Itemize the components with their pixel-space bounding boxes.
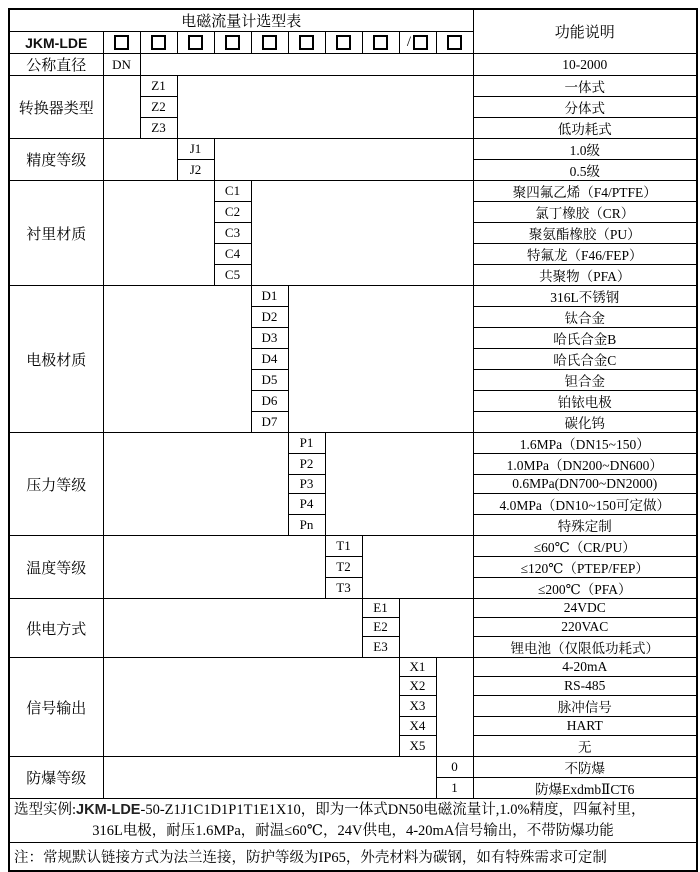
option-code: E3 bbox=[362, 637, 399, 658]
model-code-checkbox-cell[interactable] bbox=[288, 32, 325, 54]
option-code: Z1 bbox=[140, 76, 177, 97]
option-description: 共聚物（PFA） bbox=[473, 265, 697, 286]
example-line2: 316L电极，耐压1.6MPa，耐温≤60℃，24V供电，4-20mA信号输出，不带防爆功能 bbox=[92, 822, 614, 839]
option-code: C4 bbox=[214, 244, 251, 265]
option-code: P4 bbox=[288, 494, 325, 515]
spacer-cell bbox=[140, 54, 473, 76]
category-label: 供电方式 bbox=[9, 599, 103, 658]
spacer-cell bbox=[103, 139, 177, 181]
option-code: 1 bbox=[436, 778, 473, 799]
spacer-cell bbox=[214, 139, 473, 181]
option-code: T3 bbox=[325, 578, 362, 599]
option-description: 低功耗式 bbox=[473, 118, 697, 139]
option-description: ≤60℃（CR/PU） bbox=[473, 536, 697, 557]
option-description: 碳化钨 bbox=[473, 412, 697, 433]
checkbox-icon[interactable] bbox=[262, 35, 277, 50]
option-description: 316L不锈钢 bbox=[473, 286, 697, 307]
option-code: Z2 bbox=[140, 97, 177, 118]
option-description: 4.0MPa（DN10~150可定做） bbox=[473, 494, 697, 515]
option-code: Pn bbox=[288, 515, 325, 536]
example-line1 bbox=[10, 800, 696, 821]
example-label: 选型实例: bbox=[14, 801, 77, 818]
model-code-checkbox-cell[interactable] bbox=[399, 32, 436, 54]
option-description: 24VDC bbox=[473, 599, 697, 618]
option-code: D2 bbox=[251, 307, 288, 328]
category-label: 防爆等级 bbox=[9, 757, 103, 799]
option-code: T1 bbox=[325, 536, 362, 557]
model-code-checkbox-cell[interactable] bbox=[103, 32, 140, 54]
option-description: 无 bbox=[473, 736, 697, 757]
checkbox-icon[interactable] bbox=[114, 35, 129, 50]
option-description: 4-20mA bbox=[473, 658, 697, 677]
spacer-cell bbox=[362, 536, 473, 599]
checkbox-icon[interactable] bbox=[447, 35, 462, 50]
category-label: 信号输出 bbox=[9, 658, 103, 757]
checkbox-icon[interactable] bbox=[151, 35, 166, 50]
option-code: X1 bbox=[399, 658, 436, 677]
option-description: 哈氏合金C bbox=[473, 349, 697, 370]
option-code: E1 bbox=[362, 599, 399, 618]
option-description: 10-2000 bbox=[473, 54, 697, 76]
example-model: JKM-LDE bbox=[76, 801, 141, 818]
spacer-cell bbox=[103, 658, 399, 757]
spacer-cell bbox=[177, 76, 473, 139]
option-code: P3 bbox=[288, 475, 325, 494]
option-description: 不防爆 bbox=[473, 757, 697, 778]
category-label: 转换器类型 bbox=[9, 76, 103, 139]
checkbox-icon[interactable] bbox=[373, 35, 388, 50]
note-row: 注：常规默认链接方式为法兰连接，防护等级为IP65，外壳材料为碳钢，如有特殊需求可定制 bbox=[9, 843, 697, 871]
spacer-cell bbox=[436, 658, 473, 757]
option-description: 分体式 bbox=[473, 97, 697, 118]
spacer-cell bbox=[103, 76, 140, 139]
option-description: 哈氏合金B bbox=[473, 328, 697, 349]
spacer-cell bbox=[103, 181, 214, 286]
option-code: Z3 bbox=[140, 118, 177, 139]
option-code: 0 bbox=[436, 757, 473, 778]
option-description: 0.6MPa(DN700~DN2000) bbox=[473, 475, 697, 494]
model-code-checkbox-cell[interactable] bbox=[325, 32, 362, 54]
model-code-checkbox-cell[interactable] bbox=[177, 32, 214, 54]
category-label: 温度等级 bbox=[9, 536, 103, 599]
option-code: C2 bbox=[214, 202, 251, 223]
model-code-checkbox-cell[interactable] bbox=[214, 32, 251, 54]
option-description: 特殊定制 bbox=[473, 515, 697, 536]
category-label: 公称直径 bbox=[9, 54, 103, 76]
model-code-checkbox-cell[interactable] bbox=[436, 32, 473, 54]
option-description: 钛合金 bbox=[473, 307, 697, 328]
spacer-cell bbox=[103, 433, 288, 536]
option-description: 氯丁橡胶（CR） bbox=[473, 202, 697, 223]
model-code-checkbox-cell[interactable] bbox=[140, 32, 177, 54]
option-code: DN bbox=[103, 54, 140, 76]
example-row bbox=[9, 799, 697, 843]
option-description: 1.0MPa（DN200~DN600） bbox=[473, 454, 697, 475]
spacer-cell bbox=[103, 536, 325, 599]
category-label: 精度等级 bbox=[9, 139, 103, 181]
model-prefix-label: JKM-LDE bbox=[9, 32, 103, 54]
option-code: X4 bbox=[399, 717, 436, 736]
function-header: 功能说明 bbox=[473, 9, 697, 54]
spacer-cell bbox=[399, 599, 473, 658]
option-description: 钽合金 bbox=[473, 370, 697, 391]
option-description: 特氟龙（F46/FEP） bbox=[473, 244, 697, 265]
category-label: 压力等级 bbox=[9, 433, 103, 536]
option-code: X5 bbox=[399, 736, 436, 757]
option-code: D3 bbox=[251, 328, 288, 349]
checkbox-icon[interactable] bbox=[188, 35, 203, 50]
option-description: 脉冲信号 bbox=[473, 696, 697, 717]
option-description: RS-485 bbox=[473, 677, 697, 696]
option-description: 聚四氟乙烯（F4/PTFE） bbox=[473, 181, 697, 202]
option-description: ≤200℃（PFA） bbox=[473, 578, 697, 599]
option-code: J1 bbox=[177, 139, 214, 160]
checkbox-icon[interactable] bbox=[299, 35, 314, 50]
option-code: D5 bbox=[251, 370, 288, 391]
option-code: P1 bbox=[288, 433, 325, 454]
category-label: 衬里材质 bbox=[9, 181, 103, 286]
checkbox-icon[interactable] bbox=[225, 35, 240, 50]
model-code-checkbox-cell[interactable] bbox=[362, 32, 399, 54]
option-code: D4 bbox=[251, 349, 288, 370]
spacer-cell bbox=[103, 599, 362, 658]
option-code: P2 bbox=[288, 454, 325, 475]
option-code: C5 bbox=[214, 265, 251, 286]
spacer-cell bbox=[251, 181, 473, 286]
option-description: ≤120℃（PTEP/FEP） bbox=[473, 557, 697, 578]
selection-table bbox=[8, 8, 698, 872]
table-title: 电磁流量计选型表 bbox=[9, 9, 473, 32]
option-description: 聚氨酯橡胶（PU） bbox=[473, 223, 697, 244]
option-description: 1.0级 bbox=[473, 139, 697, 160]
option-description: 防爆ExdmbⅡCT6 bbox=[473, 778, 697, 799]
option-description: 1.6MPa（DN15~150） bbox=[473, 433, 697, 454]
model-code-checkbox-cell[interactable] bbox=[251, 32, 288, 54]
checkbox-icon[interactable] bbox=[413, 35, 428, 50]
option-code: C3 bbox=[214, 223, 251, 244]
spacer-cell bbox=[325, 433, 473, 536]
option-description: 0.5级 bbox=[473, 160, 697, 181]
example-code: -50-Z1J1C1D1P1T1E1X10，即为一体式DN50电磁流量计,1.0%精度，四氟衬里， bbox=[140, 801, 646, 818]
option-code: C1 bbox=[214, 181, 251, 202]
option-description: 铂铱电极 bbox=[473, 391, 697, 412]
option-code: D6 bbox=[251, 391, 288, 412]
option-code: X3 bbox=[399, 696, 436, 717]
option-code: E2 bbox=[362, 618, 399, 637]
checkbox-icon[interactable] bbox=[336, 35, 351, 50]
spacer-cell bbox=[288, 286, 473, 433]
option-code: D1 bbox=[251, 286, 288, 307]
option-code: T2 bbox=[325, 557, 362, 578]
option-description: HART bbox=[473, 717, 697, 736]
option-code: D7 bbox=[251, 412, 288, 433]
category-label: 电极材质 bbox=[9, 286, 103, 433]
option-description: 220VAC bbox=[473, 618, 697, 637]
spacer-cell bbox=[103, 286, 251, 433]
option-code: X2 bbox=[399, 677, 436, 696]
slash-separator: / bbox=[406, 34, 412, 51]
option-description: 锂电池（仅限低功耗式） bbox=[473, 637, 697, 658]
spacer-cell bbox=[103, 757, 436, 799]
option-description: 一体式 bbox=[473, 76, 697, 97]
option-code: J2 bbox=[177, 160, 214, 181]
